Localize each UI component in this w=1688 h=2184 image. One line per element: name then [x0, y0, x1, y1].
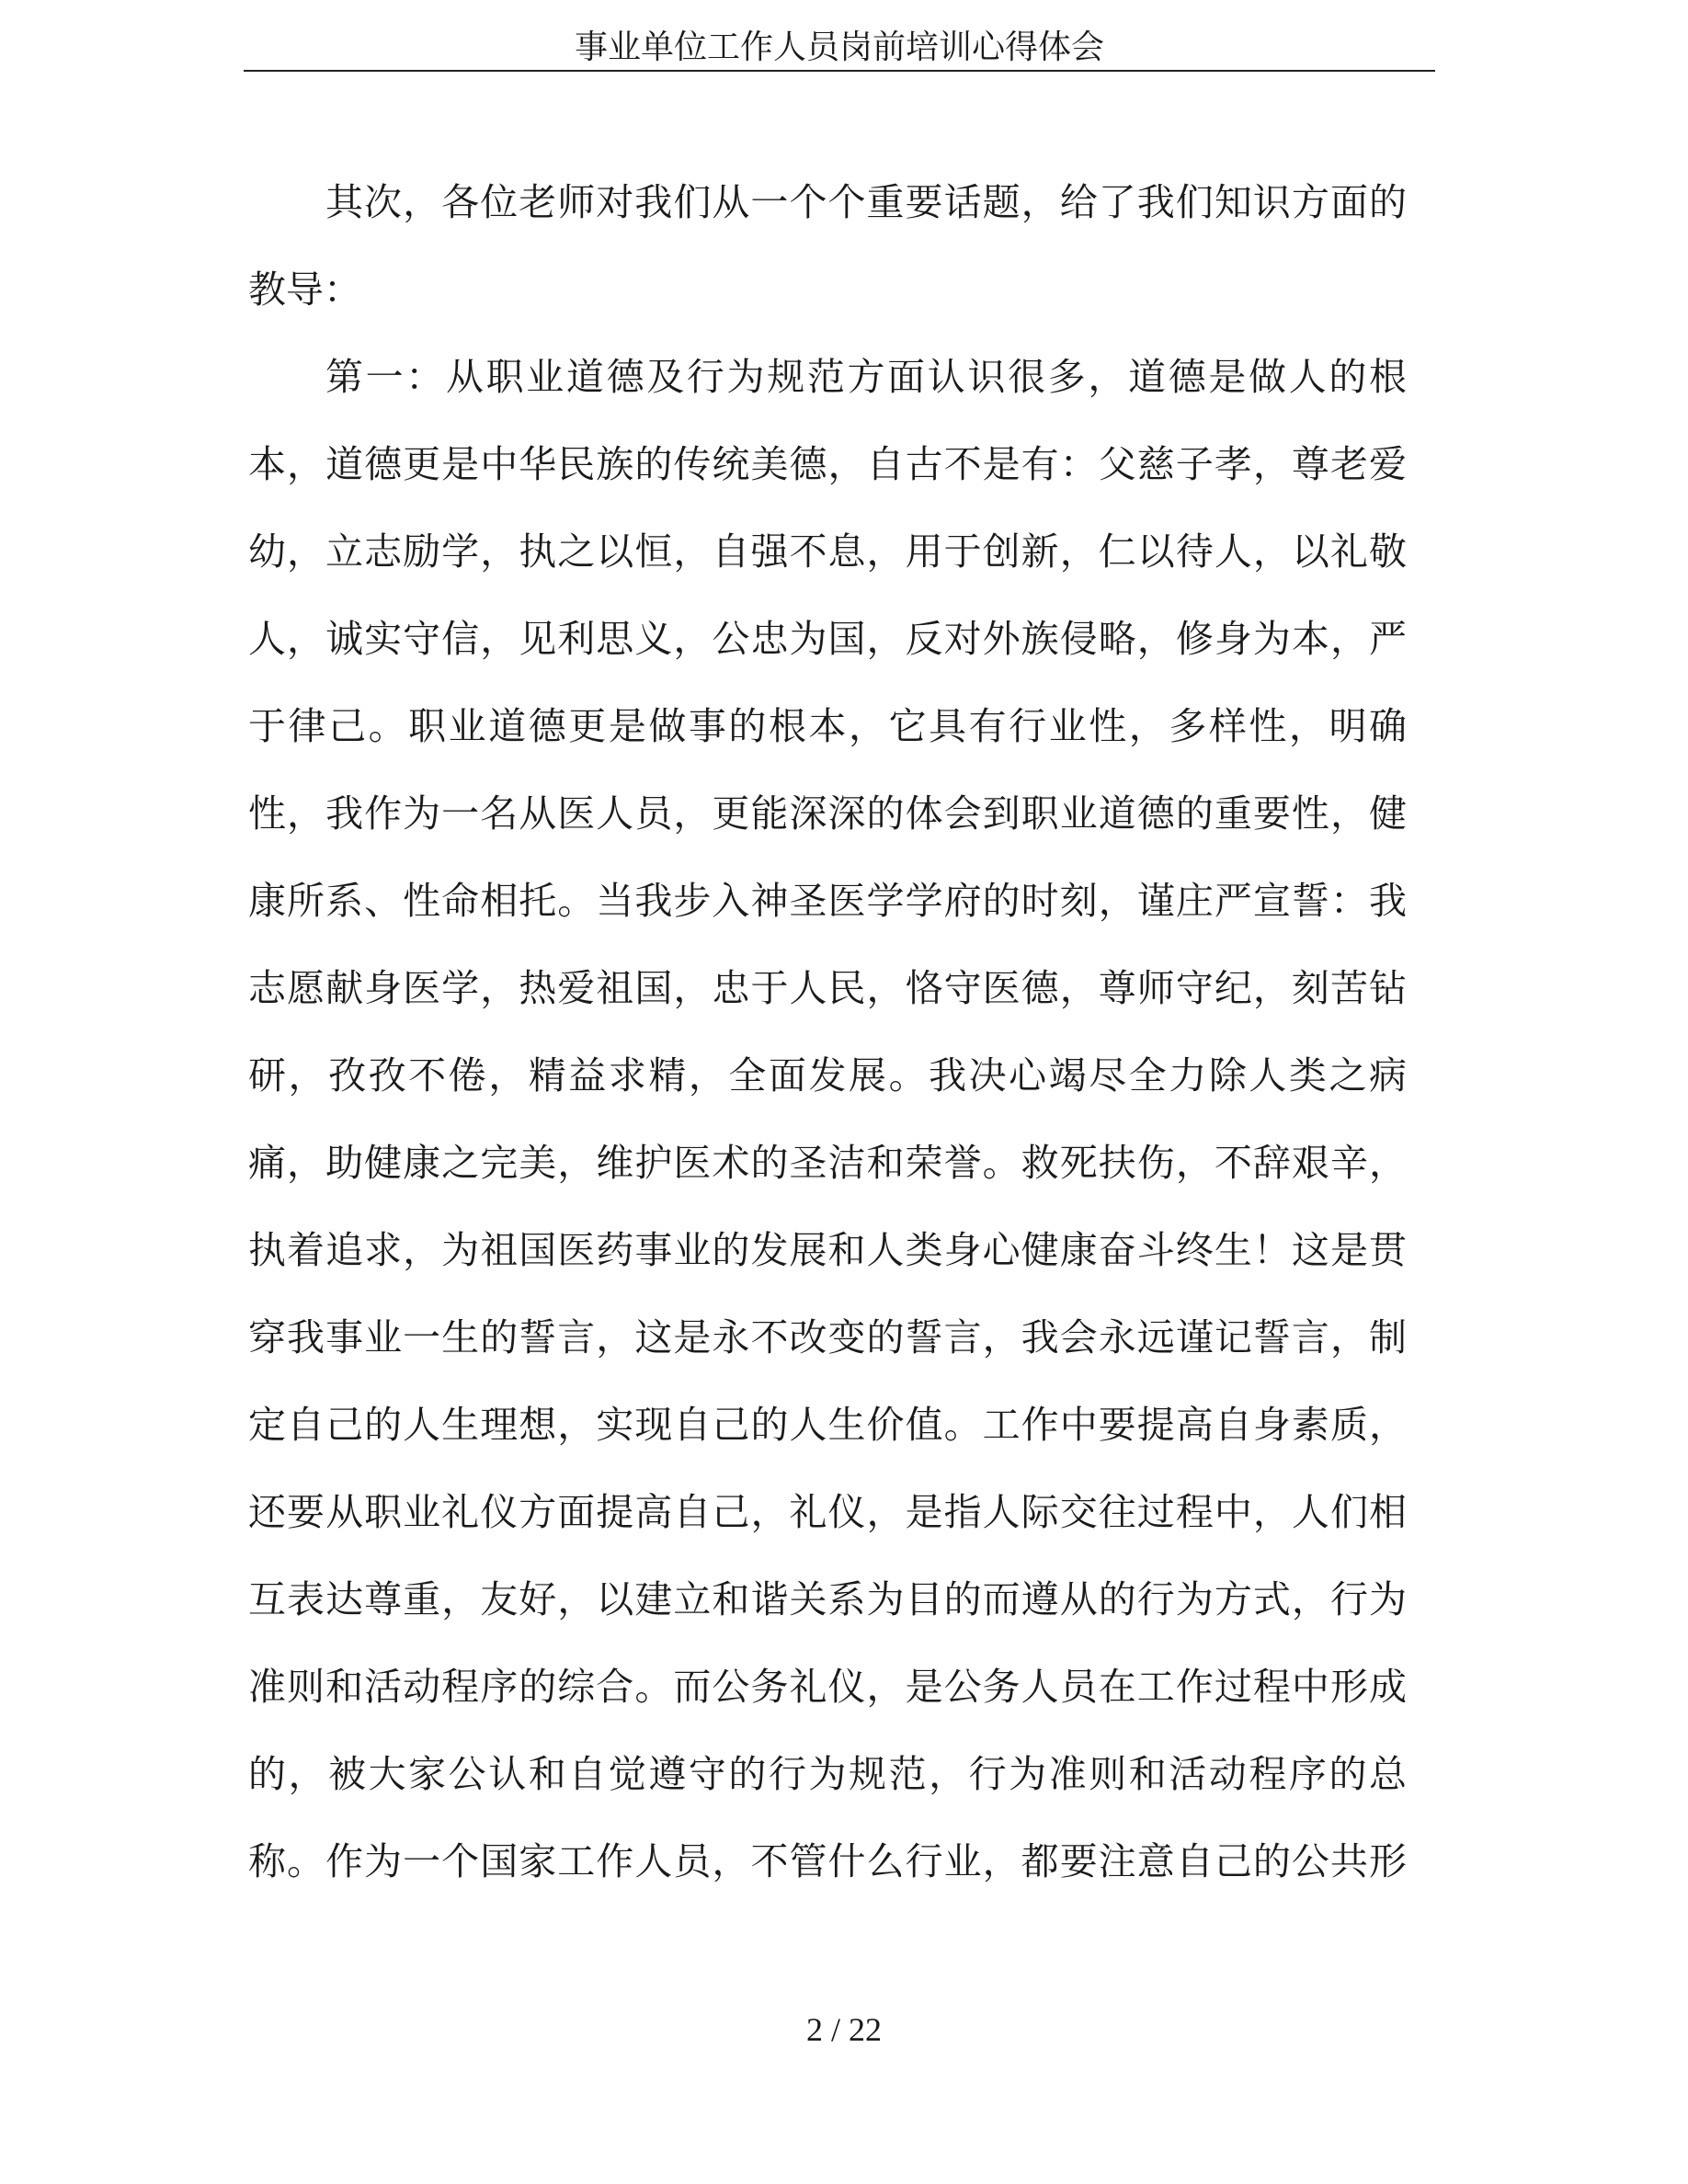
- paragraph-line: 第一：从职业道德及行为规范方面认识很多，道德是做人的根: [325, 355, 1407, 399]
- paragraph-line: 准则和活动程序的综合。而公务礼仪，是公务人员在工作过程中形成: [248, 1665, 1407, 1709]
- paragraph-line: 于律己。职业道德更是做事的根本，它具有行业性，多样性，明确: [248, 704, 1407, 748]
- paragraph-line: 教导：: [248, 267, 361, 312]
- paragraph-line: 康所系、性命相托。当我步入神圣医学学府的时刻，谨庄严宣誓：我: [248, 879, 1407, 923]
- paragraph-line: 定自己的人生理想，实现自己的人生价值。工作中要提高自身素质，: [248, 1403, 1407, 1447]
- paragraph-line: 志愿献身医学，热爱祖国，忠于人民，恪守医德，尊师守纪，刻苦钻: [248, 966, 1407, 1010]
- paragraph-line: 其次，各位老师对我们从一个个重要话题，给了我们知识方面的: [325, 180, 1407, 224]
- paragraph-line: 还要从职业礼仪方面提高自己，礼仪，是指人际交往过程中，人们相: [248, 1490, 1407, 1534]
- paragraph-line: 痛，助健康之完美，维护医术的圣洁和荣誉。救死扶伤，不辞艰辛，: [248, 1141, 1407, 1185]
- page-header-title: 事业单位工作人员岗前培训心得体会: [574, 28, 1104, 66]
- paragraph-line: 幼，立志励学，执之以恒，自强不息，用于创新，仁以待人，以礼敬: [248, 529, 1407, 574]
- paragraph-line: 研，孜孜不倦，精益求精，全面发展。我决心竭尽全力除人类之病: [248, 1053, 1407, 1098]
- paragraph-line: 称。作为一个国家工作人员，不管什么行业，都要注意自己的公共形: [248, 1839, 1407, 1883]
- body-text: [248, 159, 1407, 1905]
- paragraph-line: 的，被大家公认和自觉遵守的行为规范，行为准则和活动程序的总: [248, 1752, 1407, 1796]
- page-number: 2 / 22: [805, 2011, 882, 2048]
- paragraph-line: 本，道德更是中华民族的传统美德，自古不是有：父慈子孝，尊老爱: [248, 442, 1407, 486]
- paragraph-line: 人，诚实守信，见利思义，公忠为国，反对外族侵略，修身为本，严: [248, 617, 1407, 661]
- paragraph-line: 穿我事业一生的誓言，这是永不改变的誓言，我会永远谨记誓言，制: [248, 1315, 1407, 1359]
- paragraph-line: 性，我作为一名从医人员，更能深深的体会到职业道德的重要性，健: [248, 791, 1407, 836]
- paragraph-line: 执着追求，为祖国医药事业的发展和人类身心健康奋斗终生！这是贯: [248, 1228, 1407, 1272]
- paragraph-line: 互表达尊重，友好，以建立和谐关系为目的而遵从的行为方式，行为: [248, 1577, 1407, 1621]
- header-divider: [244, 70, 1435, 72]
